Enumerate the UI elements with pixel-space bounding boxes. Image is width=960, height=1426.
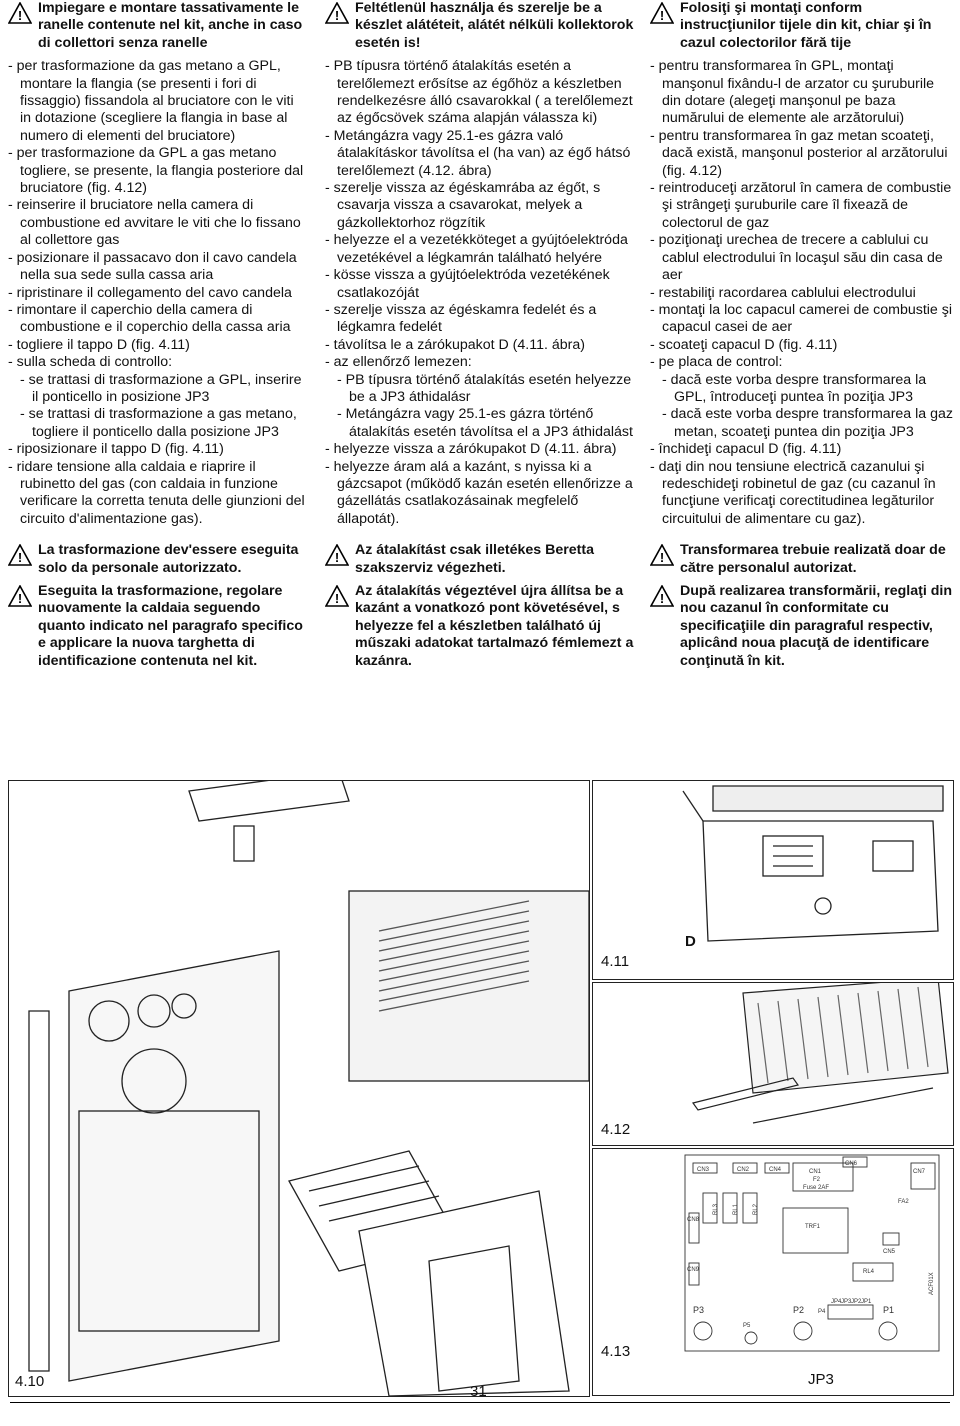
instruction-item: - poziţionaţi urechea de trecere a cablului cu cablul electrodului în locaşul său din casa de aer [650, 232, 943, 284]
footer-rule [10, 1402, 950, 1403]
instruction-item: - szerelje vissza az égéskamrába az égőt, s csavarja vissza a csavarokat, melyek a gázkollektorhoz rögzítik [325, 180, 601, 231]
instruction-item: - pe placa de control: [650, 354, 783, 371]
board-label: P4 [818, 1309, 826, 1315]
instruction-item: - PB típusra történő átalakítás esetén a terelőlemezt erősítse az égőhöz a készletben rendelkezésre álló csavarokkal ( a terelőlemezt az égőcsövek száma alapján válassza ki) [325, 58, 633, 127]
figure-label: 4.12 [601, 1121, 631, 1138]
control-box-illustration [593, 781, 953, 979]
instruction-item: - kösse vissza a gyújtóelektróda vezetékének csatlakozóját [325, 267, 610, 301]
svg-text:!: ! [659, 550, 665, 566]
instruction-item: - az ellenőrző lemezen: [325, 354, 472, 371]
board-label: P3 [693, 1305, 705, 1315]
board-label: P2 [793, 1305, 805, 1315]
warning-icon [650, 585, 674, 607]
column-romanian [650, 0, 955, 676]
warning-title: ! Feltétlenül használja és szerelje be a készlet alátéteit, alátét nélküli kollektorok esetén is! [325, 0, 635, 52]
instruction-item: - ridare tensione alla caldaia e riaprire il rubinetto del gas (con caldaia in funzione verificare la corretta tenuta delle giunzioni del circuito d'alimentazione gas). [8, 458, 305, 527]
svg-text:!: ! [17, 8, 23, 23]
instruction-item: - távolítsa le a zárókupakot D (4.11. ábra) [325, 336, 585, 353]
warning-icon [650, 2, 674, 24]
instruction-item: - rimontare il caperchio della camera di combustione e il coperchio della cassa aria [8, 301, 291, 336]
svg-text:!: ! [659, 8, 665, 23]
instruction-item: - sulla scheda di controllo: [8, 354, 173, 371]
figure-4-11 [592, 780, 954, 980]
board-label: CN9 [687, 1267, 700, 1273]
instruction-item: - per trasformazione da gas metano a GPL, montare la flangia (se presenti i fori di fissaggio) fissandola al bruciatore con le viti in dotazione (scegliere la flangia in base al numero di elementi del bruciatore) [8, 58, 294, 144]
board-label: RL1 [733, 1203, 739, 1215]
figure-label: 4.10 [15, 1373, 45, 1390]
instruction-item: - pentru transformarea în GPL, montaţi manşonul fixându-l de arzator cu şuruburile din dotare (alegeţi manşonul pe baza numărului de elemente ale arzătorului) [650, 58, 935, 127]
svg-text:!: ! [334, 591, 340, 606]
instruction-item: - ripristinare il collegamento del cavo candela [8, 284, 292, 301]
warning-icon [325, 544, 349, 566]
board-label: FA2 [898, 1199, 909, 1205]
boiler-exploded-illustration [9, 781, 589, 1396]
board-label: P1 [883, 1305, 895, 1315]
page-number: 31 [470, 1383, 487, 1400]
instruction-subitem: - dacă este vorba despre transformarea la gaz metan, scoateţi puntea din poziţia JP3 [662, 406, 953, 440]
board-label: P5 [743, 1323, 751, 1329]
instruction-subitem: - PB típusra történő átalakítás esetén helyezze be a JP3 áthidalásr [337, 371, 632, 405]
instruction-item: - riposizionare il tappo D (fig. 4.11) [8, 441, 224, 458]
warning-note: ! Eseguita la trasformazione, regolare nuovamente la caldaia seguendo quanto indicato nel paragrafo specifico e applicare la nuova targhetta di identificazione contenuta nel kit. [8, 583, 308, 670]
instruction-item: - Metángázra vagy 25.1-es gázra való átalakításkor távolítsa el (ha van) az égő hátsó terelőlemezt (4.12. ábra) [325, 127, 631, 179]
warning-title: ! Folosiţi şi montaţi conform instrucţiunilor tijele din kit, chiar şi în cazul colectorilor fără tije [650, 0, 955, 52]
burner-illustration [593, 983, 953, 1145]
figure-4-12 [592, 982, 954, 1146]
board-label: CN8 [687, 1217, 700, 1223]
board-label: JP4 [831, 1299, 842, 1305]
svg-text:!: ! [659, 591, 665, 606]
instruction-subitem: - se trattasi di trasformazione a GPL, inserire il ponticello in posizione JP3 [20, 371, 302, 405]
board-label: RL3 [713, 1203, 719, 1215]
board-label: CN7 [913, 1169, 926, 1175]
warning-icon [8, 585, 32, 607]
board-label: RL2 [753, 1203, 759, 1215]
figure-4-13 [592, 1148, 954, 1396]
instruction-item: - scoateţi capacul D (fig. 4.11) [650, 336, 838, 353]
instruction-subitem: - Metángázra vagy 25.1-es gázra történő átalakítás esetén távolítsa el a JP3 áthidalást [337, 406, 633, 440]
warning-note: ! După realizarea transformării, reglaţi din nou cazanul în conformitate cu specificaţiile din paragraful respectiv, aplicând noua placuţă de identificare conţinută în kit. [650, 583, 955, 670]
instruction-item: - pentru transformarea în gaz metan scoateţi, dacă există, manşonul posterior al arzătorului (fig. 4.12) [650, 127, 948, 179]
instruction-item: - posizionare il passacavo don il cavo candela nella sua sede sulla cassa aria [8, 249, 297, 284]
board-label: RL4 [863, 1269, 875, 1275]
warning-icon [325, 2, 349, 24]
warning-note: ! La trasformazione dev'essere eseguita solo da personale autorizzato. [8, 542, 308, 577]
board-label: Fuse 2AF [803, 1185, 830, 1191]
board-label: JP2 [851, 1299, 862, 1305]
board-label: F2 [813, 1177, 821, 1183]
svg-text:!: ! [17, 550, 23, 566]
warning-title: ! Impiegare e montare tassativamente le ranelle contenute nel kit, anche in caso di collettori senza ranelle [8, 0, 308, 52]
instruction-item: - daţi din nou tensiune electrică cazanului şi redeschideţi robinetul de gaz (cu cazanul în funcţiune verificaţi corectitudinea legăturilor circuitului de alimentare cu gaz). [650, 458, 936, 527]
cap-label: D [685, 933, 696, 950]
svg-text:!: ! [334, 550, 340, 566]
instruction-item: - szerelje vissza az égéskamra fedelét és a légkamra fedelét [325, 301, 597, 336]
instruction-item: - per trasformazione da GPL a gas metano togliere, se presente, la flangia posteriore dal bruciatore (fig. 4.12) [8, 145, 304, 197]
warning-icon [8, 544, 32, 566]
instruction-subitem: - dacă este vorba despre transformarea la GPL, întroduceţi puntea în poziţia JP3 [662, 371, 927, 405]
board-label: ACF01X [929, 1272, 935, 1295]
warning-icon [8, 2, 32, 24]
instruction-item: - închideţi capacul D (fig. 4.11) [650, 441, 842, 458]
instruction-item: - montaţi la loc capacul camerei de combustie şi capacul casei de aer [650, 301, 953, 336]
board-label: CN4 [769, 1167, 782, 1173]
board-label: CN2 [737, 1167, 750, 1173]
instruction-subitem: - se trattasi di trasformazione a gas metano, togliere il ponticello dalla posizione JP3 [20, 406, 297, 440]
control-board-diagram [683, 1153, 943, 1353]
instruction-item: - togliere il tappo D (fig. 4.11) [8, 336, 190, 353]
board-label: CN6 [845, 1161, 858, 1167]
board-label: TRF1 [805, 1224, 820, 1230]
figure-4-10 [8, 780, 590, 1397]
figure-label: 4.11 [601, 953, 630, 970]
instruction-item: - helyezze áram alá a kazánt, s nyissa ki a gázcsapot (működő kazán esetén ellenőrizze a gázellátás csatlakozásainak megfelelő állapotát). [325, 458, 633, 527]
jumper-label: JP3 [808, 1371, 834, 1388]
svg-text:!: ! [17, 591, 23, 606]
warning-note: ! Az átalakítást csak illetékes Beretta szakszerviz végezheti. [325, 542, 635, 577]
warning-icon [650, 544, 674, 566]
warning-note: ! Az átalakítás végeztével újra állítsa be a kazánt a vonatkozó pont követésével, s helyezze fel a készletben található új műszaki adatokat tartalmazó fémlemezt a kazánra. [325, 583, 635, 670]
board-label: CN3 [697, 1167, 710, 1173]
warning-icon [325, 585, 349, 607]
warning-note: ! Transformarea trebuie realizată doar de către personalul autorizat. [650, 542, 955, 577]
instruction-item: - reintroduceţi arzătorul în camera de combustie şi strângeţi şuruburile care îl fixează de colectorul de gaz [650, 180, 952, 231]
board-label: JP3 [841, 1299, 852, 1305]
instruction-item: - restabiliţi racordarea cablului electrodului [650, 284, 916, 301]
figure-label: 4.13 [601, 1343, 631, 1360]
board-label: CN5 [883, 1249, 896, 1255]
instruction-item: - helyezze el a vezetékköteget a gyújtóelektróda vezetékével a légkamrán található helyére [325, 232, 628, 266]
column-italian [8, 0, 308, 676]
svg-text:!: ! [334, 8, 340, 23]
instruction-item: - helyezze vissza a zárókupakot D (4.11. ábra) [325, 441, 617, 458]
board-label: CN1 [809, 1169, 822, 1175]
instruction-item: - reinserire il bruciatore nella camera di combustione ed avvitare le viti che lo fissano al collettore gas [8, 197, 301, 249]
column-hungarian [325, 0, 635, 676]
board-label: JP1 [861, 1299, 872, 1305]
